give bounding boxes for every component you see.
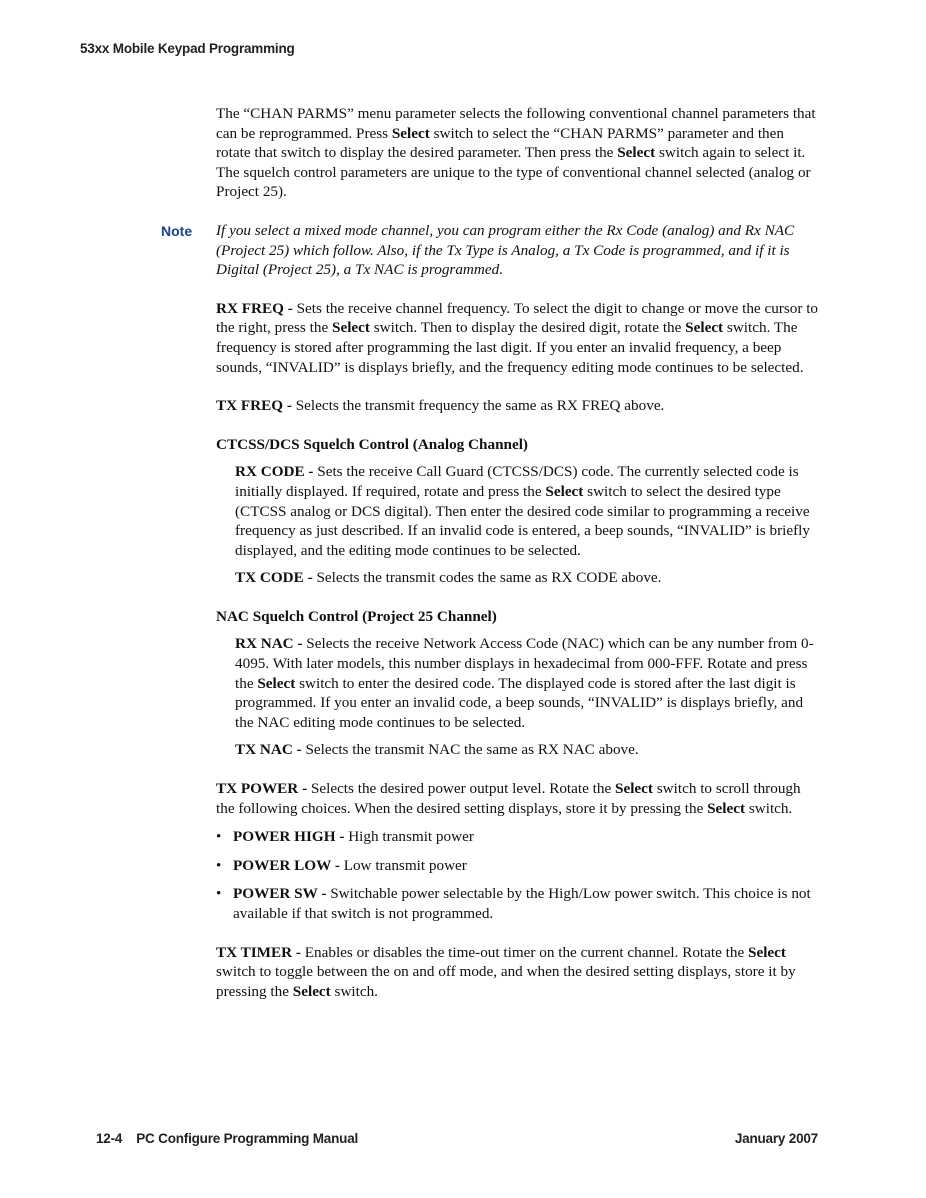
ctcss-heading: CTCSS/DCS Squelch Control (Analog Channel) [216,435,528,453]
note-text: If you select a mixed mode channel, you can program either the Rx Code (analog) and Rx NAC (Project 25) which follow. Also, if the Tx Type is Analog, a Tx Code is programmed, and if it is Digital (Project 25), a Tx NAC is programmed. [216,221,795,279]
list-item: • POWER LOW - Low transmit power [216,856,467,874]
page-body [161,104,820,1020]
running-footer [96,1131,818,1146]
publication-date: January 2007 [734,1131,818,1146]
tx-power-paragraph: TX POWER - Selects the desired power output level. Rotate the Select switch to scroll through the following choices. When the desired setting displays, store it by pressing the Select switch. [216,780,801,817]
bullet-icon: • [216,828,222,846]
list-item: • POWER SW - Switchable power selectable by the High/Low power switch. This choice is not available if that switch is not programmed. [216,885,811,922]
nac-heading: NAC Squelch Control (Project 25 Channel) [216,607,497,625]
tx-code-paragraph: TX CODE - Selects the transmit codes the same as RX CODE above. [235,569,662,587]
tx-nac-paragraph: TX NAC - Selects the transmit NAC the same as RX NAC above. [235,741,639,759]
intro-paragraph: The “CHAN PARMS” menu parameter selects the following conventional channel parameters that can be reprogrammed. Press Select switch to select the “CHAN PARMS” parameter and then rotate that switch to display the desired parameter. Then press the Select switch again to select it. The squelch control parameters are unique to the type of conventional channel selected (analog or Project 25). [216,105,816,201]
page-number: 12-4 [96,1131,123,1146]
bullet-icon: • [216,856,222,874]
rx-freq-paragraph: RX FREQ - Sets the receive channel frequency. To select the digit to change or move the cursor to the right, press the Select switch. Then to display the desired digit, rotate the Select switch. The frequency is stored after programming the last digit. If you enter an invalid frequency, a beep sounds, “INVALID” is displays briefly, and the frequency editing mode continues to be selected. [216,299,819,376]
list-item: • POWER HIGH - High transmit power [216,828,474,846]
note-label: Note [161,222,193,239]
running-header: 53xx Mobile Keypad Programming [80,41,295,56]
rx-code-paragraph: RX CODE - Sets the receive Call Guard (CTCSS/DCS) code. The currently selected code is initially displayed. If required, rotate and press the Select switch to select the desired type (CTCSS analog or DCS digital). Then enter the desired code similar to programming a receive frequency as just described. If an invalid code is entered, a beep sounds, “INVALID” is briefly displayed, and the editing mode continues to be selected. [235,463,810,559]
manual-title: PC Configure Programming Manual [136,1131,359,1146]
note-block [161,221,820,280]
tx-freq-paragraph: TX FREQ - Selects the transmit frequency the same as RX FREQ above. [216,397,665,415]
tx-timer-paragraph: TX TIMER - Enables or disables the time-out timer on the current channel. Rotate the Select switch to toggle between the on and off mode, and when the desired setting displays, store it by pressing the Select switch. [216,943,796,1000]
rx-nac-paragraph: RX NAC - Selects the receive Network Access Code (NAC) which can be any number from 0-4095. With later models, this number displays in hexadecimal from 000-FFF. Rotate and press the Select switch to enter the desired code. The displayed code is stored after the last digit is programmed. If you enter an invalid code, a beep sounds, “INVALID” is displays briefly, and the NAC editing mode continues to be selected. [235,635,814,731]
bullet-icon: • [216,885,222,903]
